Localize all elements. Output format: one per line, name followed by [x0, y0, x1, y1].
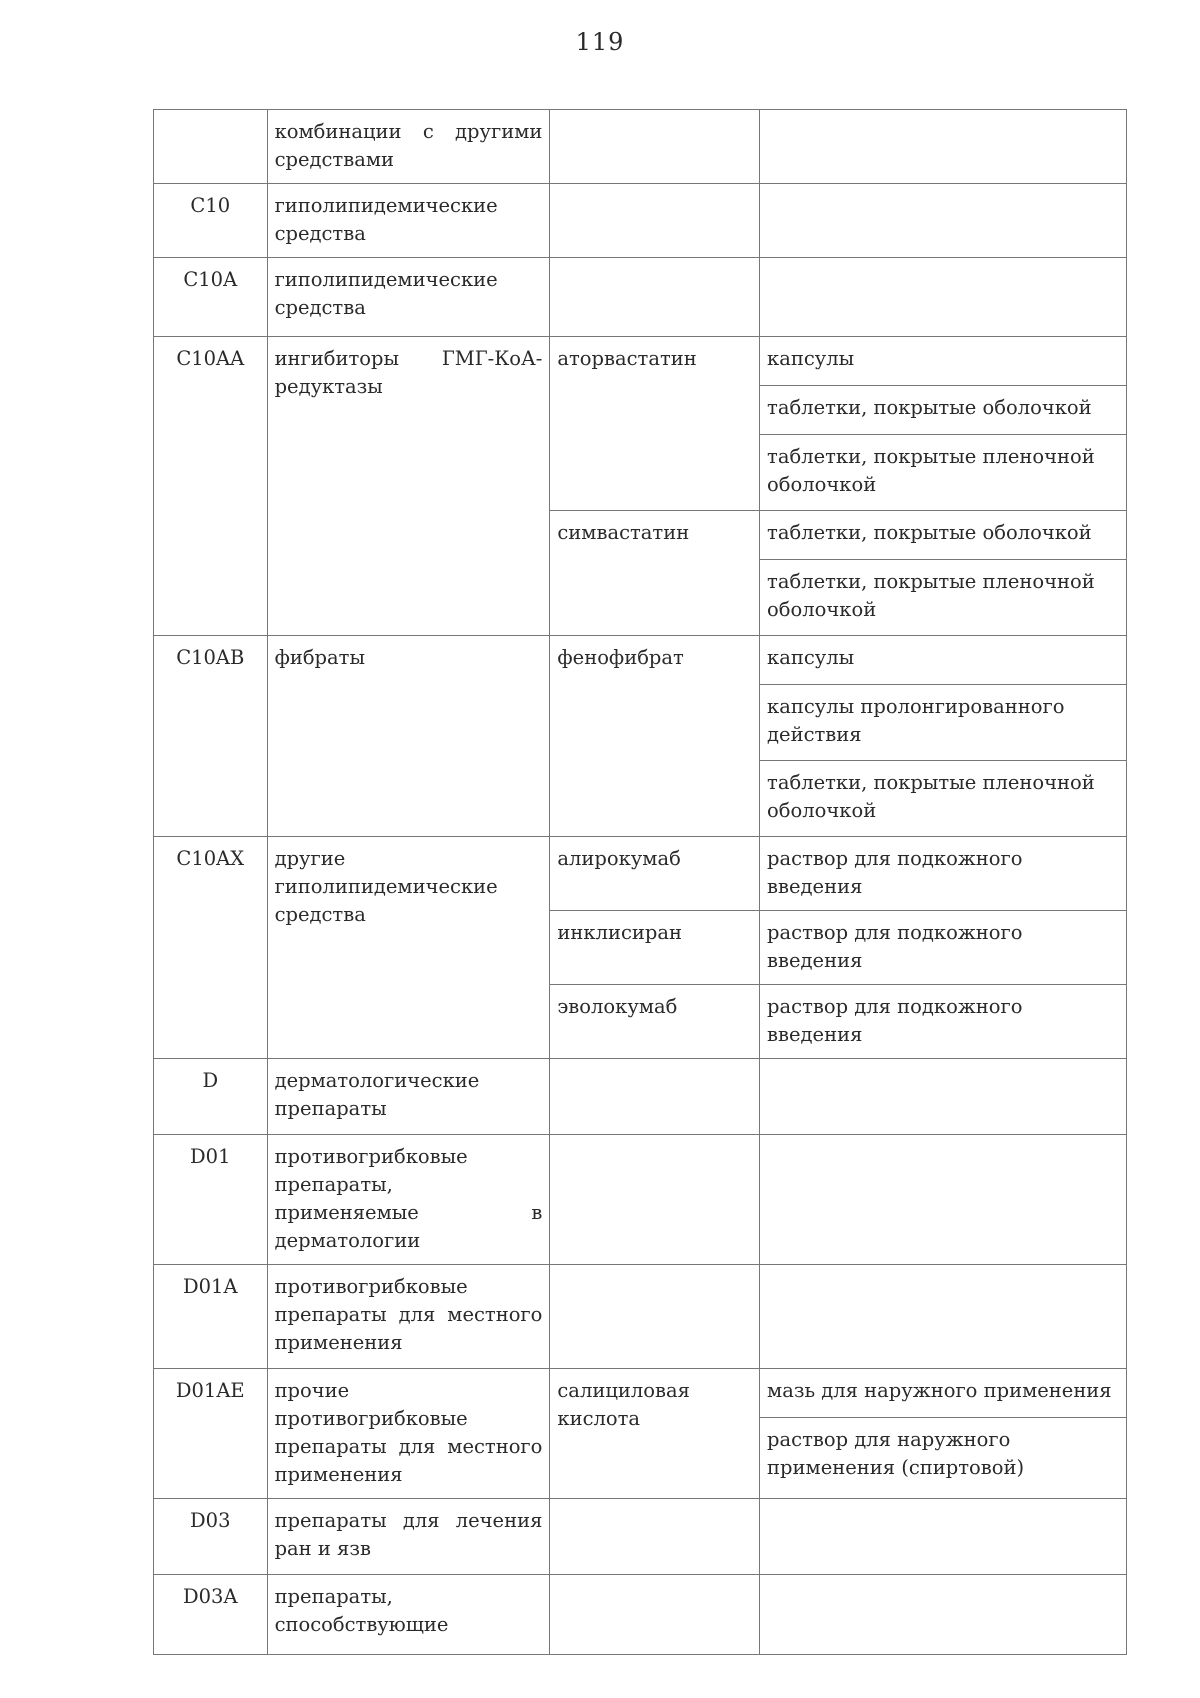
dosage-form-cell — [760, 985, 1127, 1059]
table-row — [154, 110, 1127, 184]
table-row — [154, 1369, 1127, 1418]
substance-cell — [550, 337, 760, 511]
atc-code-cell — [154, 110, 268, 184]
dosage-form-cell — [760, 386, 1127, 435]
group-description: ингибиторы ГМГ-КоА-редуктазы — [274, 347, 543, 398]
dosage-form-cell — [760, 1059, 1127, 1135]
group-description-cell — [267, 1369, 550, 1499]
dosage-form-cell — [760, 1135, 1127, 1265]
dosage-form: таблетки, покрытые пленочной оболочкой — [767, 771, 1095, 822]
substance-cell — [550, 1265, 760, 1369]
dosage-form-cell — [760, 258, 1127, 337]
drug-table — [153, 109, 1127, 1655]
table-row — [154, 636, 1127, 685]
substance-cell — [550, 110, 760, 184]
group-description-cell — [267, 337, 550, 636]
substance-name: салициловая кислота — [557, 1379, 690, 1430]
atc-code-cell — [154, 184, 268, 258]
atc-code: C10AX — [176, 847, 245, 870]
atc-code: D — [202, 1069, 219, 1092]
substance-cell — [550, 511, 760, 636]
table-row — [154, 258, 1127, 337]
atc-code-cell — [154, 1499, 268, 1575]
dosage-form-cell — [760, 337, 1127, 386]
dosage-form-cell — [760, 1369, 1127, 1418]
dosage-form-cell — [760, 435, 1127, 511]
group-description: гиполипидемические средства — [274, 194, 498, 245]
substance-cell — [550, 837, 760, 911]
atc-code: C10AB — [176, 646, 245, 669]
substance-cell — [550, 184, 760, 258]
dosage-form: раствор для подкожного введения — [767, 847, 1023, 898]
group-description-cell — [267, 110, 550, 184]
atc-code-cell — [154, 1575, 268, 1655]
atc-code-cell — [154, 337, 268, 636]
dosage-form-cell — [760, 837, 1127, 911]
substance-name: симвастатин — [557, 521, 690, 544]
table-row — [154, 337, 1127, 386]
atc-code: D01 — [190, 1145, 231, 1168]
dosage-form-cell — [760, 184, 1127, 258]
table-row — [154, 1575, 1127, 1655]
group-description-cell — [267, 1135, 550, 1265]
dosage-form-cell — [760, 110, 1127, 184]
group-description: противогрибковые препараты для местного применения — [274, 1275, 543, 1354]
substance-cell — [550, 1575, 760, 1655]
dosage-form-cell — [760, 1575, 1127, 1655]
group-description: фибраты — [274, 646, 365, 669]
table-row — [154, 837, 1127, 911]
dosage-form: раствор для подкожного введения — [767, 995, 1023, 1046]
group-description-cell — [267, 1499, 550, 1575]
dosage-form: таблетки, покрытые оболочкой — [767, 396, 1092, 419]
group-description: препараты для лечения ран и язв — [274, 1509, 543, 1560]
dosage-form-cell — [760, 685, 1127, 761]
table-row — [154, 1265, 1127, 1369]
table-row — [154, 1499, 1127, 1575]
group-description-cell — [267, 258, 550, 337]
atc-code-cell — [154, 1369, 268, 1499]
atc-code-cell — [154, 837, 268, 1059]
atc-code: D01A — [183, 1275, 238, 1298]
dosage-form: раствор для наружного применения (спиртовой) — [767, 1428, 1025, 1479]
dosage-form: капсулы пролонгированного действия — [767, 695, 1065, 746]
substance-cell — [550, 1369, 760, 1499]
atc-code-cell — [154, 1059, 268, 1135]
substance-cell — [550, 985, 760, 1059]
atc-code-cell — [154, 1135, 268, 1265]
dosage-form: таблетки, покрытые оболочкой — [767, 521, 1092, 544]
dosage-form: таблетки, покрытые пленочной оболочкой — [767, 570, 1095, 621]
group-description: прочие противогрибковые препараты для местного применения — [274, 1379, 543, 1486]
group-description: комбинации с другими средствами — [274, 120, 543, 171]
atc-code-cell — [154, 1265, 268, 1369]
dosage-form-cell — [760, 1418, 1127, 1499]
table-row — [154, 1059, 1127, 1135]
dosage-form: раствор для подкожного введения — [767, 921, 1023, 972]
dosage-form-cell — [760, 911, 1127, 985]
group-description-cell — [267, 636, 550, 837]
group-description: другие гиполипидемические средства — [274, 847, 498, 926]
dosage-form-cell — [760, 511, 1127, 560]
atc-code: C10 — [190, 194, 231, 217]
group-description-cell — [267, 184, 550, 258]
atc-code: D03A — [183, 1585, 238, 1608]
dosage-form: мазь для наружного применения — [767, 1379, 1112, 1402]
substance-cell — [550, 1499, 760, 1575]
group-description-cell — [267, 1575, 550, 1655]
table-row — [154, 1135, 1127, 1265]
dosage-form-cell — [760, 1265, 1127, 1369]
dosage-form-cell — [760, 1499, 1127, 1575]
group-description-cell — [267, 1059, 550, 1135]
atc-code-cell — [154, 258, 268, 337]
group-description: противогрибковые препараты, применяемые в дерматологии — [274, 1145, 543, 1252]
group-description-cell — [267, 837, 550, 1059]
substance-name: алирокумаб — [557, 847, 681, 870]
substance-cell — [550, 1135, 760, 1265]
dosage-form: капсулы — [767, 347, 855, 370]
dosage-form: капсулы — [767, 646, 855, 669]
substance-name: эволокумаб — [557, 995, 678, 1018]
dosage-form-cell — [760, 636, 1127, 685]
substance-name: фенофибрат — [557, 646, 684, 669]
substance-cell — [550, 1059, 760, 1135]
dosage-form: таблетки, покрытые пленочной оболочкой — [767, 445, 1095, 496]
substance-cell — [550, 911, 760, 985]
substance-cell — [550, 636, 760, 837]
atc-code: C10AA — [176, 347, 245, 370]
atc-code: D03 — [190, 1509, 231, 1532]
group-description: препараты, способствующие — [274, 1585, 449, 1636]
dosage-form-cell — [760, 761, 1127, 837]
atc-code-cell — [154, 636, 268, 837]
page-number: 119 — [575, 28, 625, 56]
atc-code: C10A — [183, 268, 238, 291]
substance-name: аторвастатин — [557, 347, 697, 370]
dosage-form-cell — [760, 560, 1127, 636]
substance-cell — [550, 258, 760, 337]
substance-name: инклисиран — [557, 921, 682, 944]
atc-code: D01AE — [175, 1379, 245, 1402]
table-row — [154, 184, 1127, 258]
group-description-cell — [267, 1265, 550, 1369]
group-description: гиполипидемические средства — [274, 268, 498, 319]
group-description: дерматологические препараты — [274, 1069, 480, 1120]
